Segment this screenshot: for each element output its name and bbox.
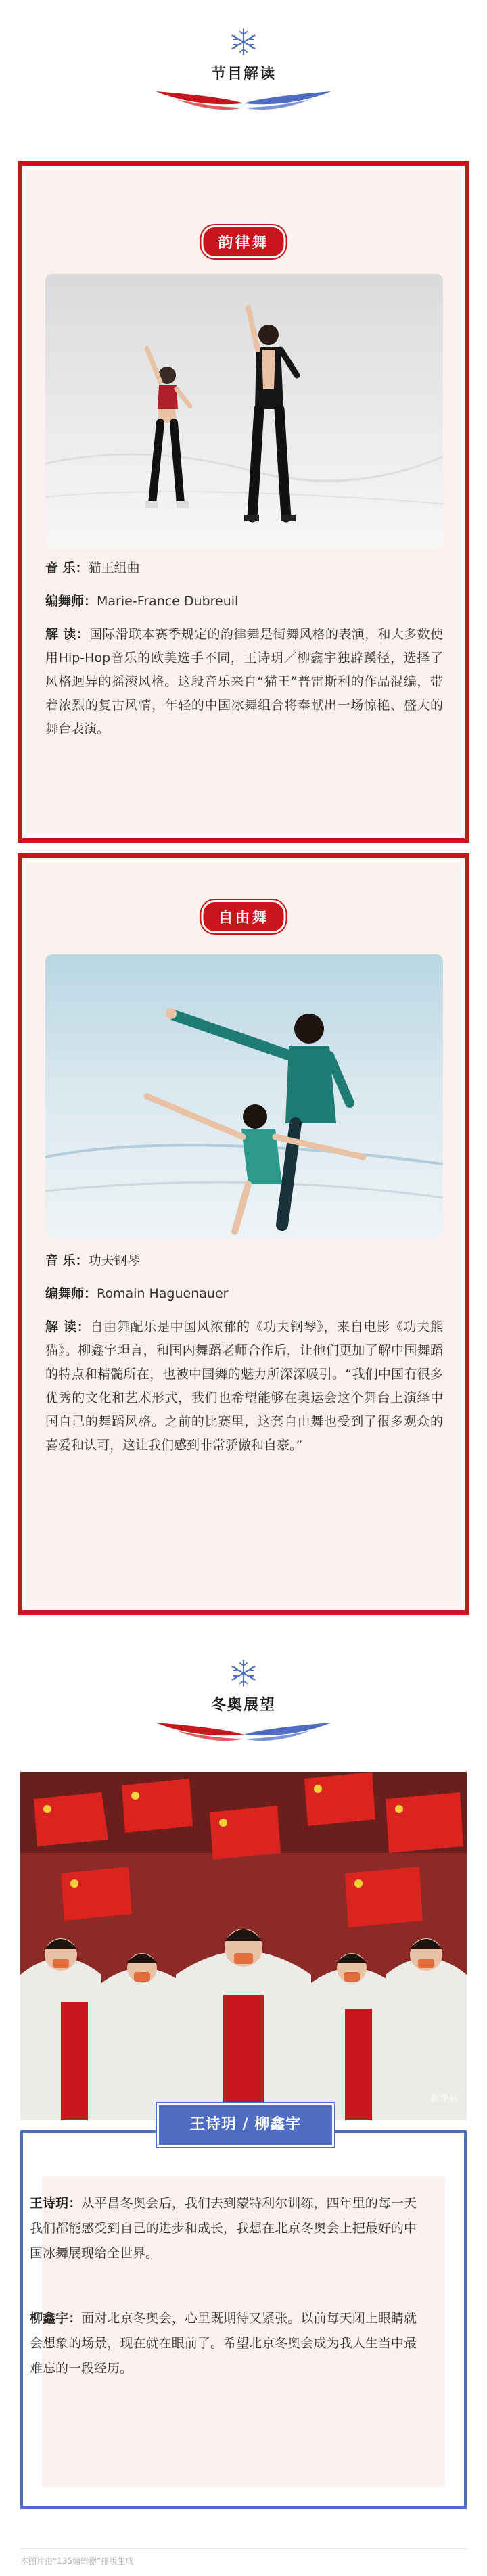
section-title: 冬奥展望 bbox=[210, 1697, 276, 1714]
description-text: 自由舞配乐是中国风浓郁的《功夫钢琴》，来自电影《功夫熊猫》。柳鑫宇坦言，和国内舞蹈老师合作后，让他们更加了解中国舞蹈的特点和精髓所在，也被中国舞的魅力所深深吸引。“我们中国有很多优秀的文化和艺术形式，我们也希望能够在奥运会这个舞台上演绎中国自己的舞蹈风格。之前的比赛里，这套自由舞也受到了很多观众的喜爱和认可，这让我们感到非常骄傲和自豪。” bbox=[45, 1319, 443, 1453]
snowflake-icon bbox=[229, 27, 258, 57]
photo-watermark: 新华社 bbox=[430, 2093, 459, 2104]
rhythm-dance-photo bbox=[45, 274, 443, 548]
description-label: 解 读： bbox=[45, 1319, 91, 1334]
footer-credit: 本图片由“135编辑器”排版生成 bbox=[20, 2556, 134, 2566]
quote-liu-xinyu bbox=[30, 2306, 417, 2381]
music-value: 功夫钢琴 bbox=[88, 1253, 140, 1268]
rhythm-dance-card bbox=[18, 161, 469, 843]
ribbon-decoration bbox=[149, 1718, 338, 1746]
quote-speaker: 柳鑫宇： bbox=[30, 2311, 82, 2326]
rhythm-dance-info bbox=[45, 557, 443, 741]
section-title: 节目解读 bbox=[210, 66, 276, 83]
free-dance-card bbox=[18, 853, 469, 1615]
choreographer-value: Romain Haguenauer bbox=[97, 1286, 229, 1301]
description-row bbox=[45, 1315, 443, 1457]
quote-speaker: 王诗玥： bbox=[30, 2196, 82, 2211]
free-dance-info bbox=[45, 1249, 443, 1457]
description-row bbox=[45, 623, 443, 741]
description-label: 解 读： bbox=[45, 627, 90, 642]
music-row bbox=[45, 1249, 443, 1273]
section-header-outlook bbox=[0, 1658, 487, 1746]
opening-ceremony-photo bbox=[20, 1772, 467, 2120]
quote-text: 面对北京冬奥会，心里既期待又紧张。以前每天闭上眼睛就会想象的场景，现在就在眼前了。希望北京冬奥会成为我人生当中最难忘的一段经历。 bbox=[30, 2311, 417, 2376]
music-value: 猫王组曲 bbox=[88, 561, 140, 576]
free-dance-badge: 自由舞 bbox=[201, 900, 285, 933]
footer-divider bbox=[20, 2548, 467, 2549]
description-text: 国际滑联本赛季规定的韵律舞是街舞风格的表演，和大多数使用Hip-Hop音乐的欧美选手不同，王诗玥／柳鑫宇独辟蹊径，选择了风格迥异的摇滚风格。这段音乐来自“猫王”普雷斯利的作品混编，带着浓烈的复古风情，年轻的中国冰舞组合将奉献出一场惊艳、盛大的舞台表演。 bbox=[45, 627, 443, 736]
quote-text: 从平昌冬奥会后，我们去到蒙特利尔训练，四年里的每一天我们都能感受到自己的进步和成长，我想在北京冬奥会上把最好的中国冰舞展现给全世界。 bbox=[30, 2196, 417, 2261]
ribbon-decoration bbox=[149, 87, 338, 114]
snowflake-icon bbox=[229, 1658, 258, 1688]
music-label: 音 乐： bbox=[45, 561, 89, 576]
skaters-names-tab: 王诗玥 / 柳鑫宇 bbox=[157, 2103, 334, 2147]
free-dance-photo bbox=[45, 954, 443, 1238]
choreographer-label: 编舞师： bbox=[45, 594, 97, 609]
choreographer-row bbox=[45, 590, 443, 613]
choreographer-value: Marie-France Dubreuil bbox=[97, 594, 239, 609]
rhythm-dance-badge: 韵律舞 bbox=[201, 225, 285, 258]
choreographer-row bbox=[45, 1282, 443, 1306]
section-header-program bbox=[0, 27, 487, 114]
music-row bbox=[45, 557, 443, 580]
quote-wang-shiyue bbox=[30, 2191, 417, 2266]
music-label: 音 乐： bbox=[45, 1253, 89, 1268]
choreographer-label: 编舞师： bbox=[45, 1286, 97, 1301]
